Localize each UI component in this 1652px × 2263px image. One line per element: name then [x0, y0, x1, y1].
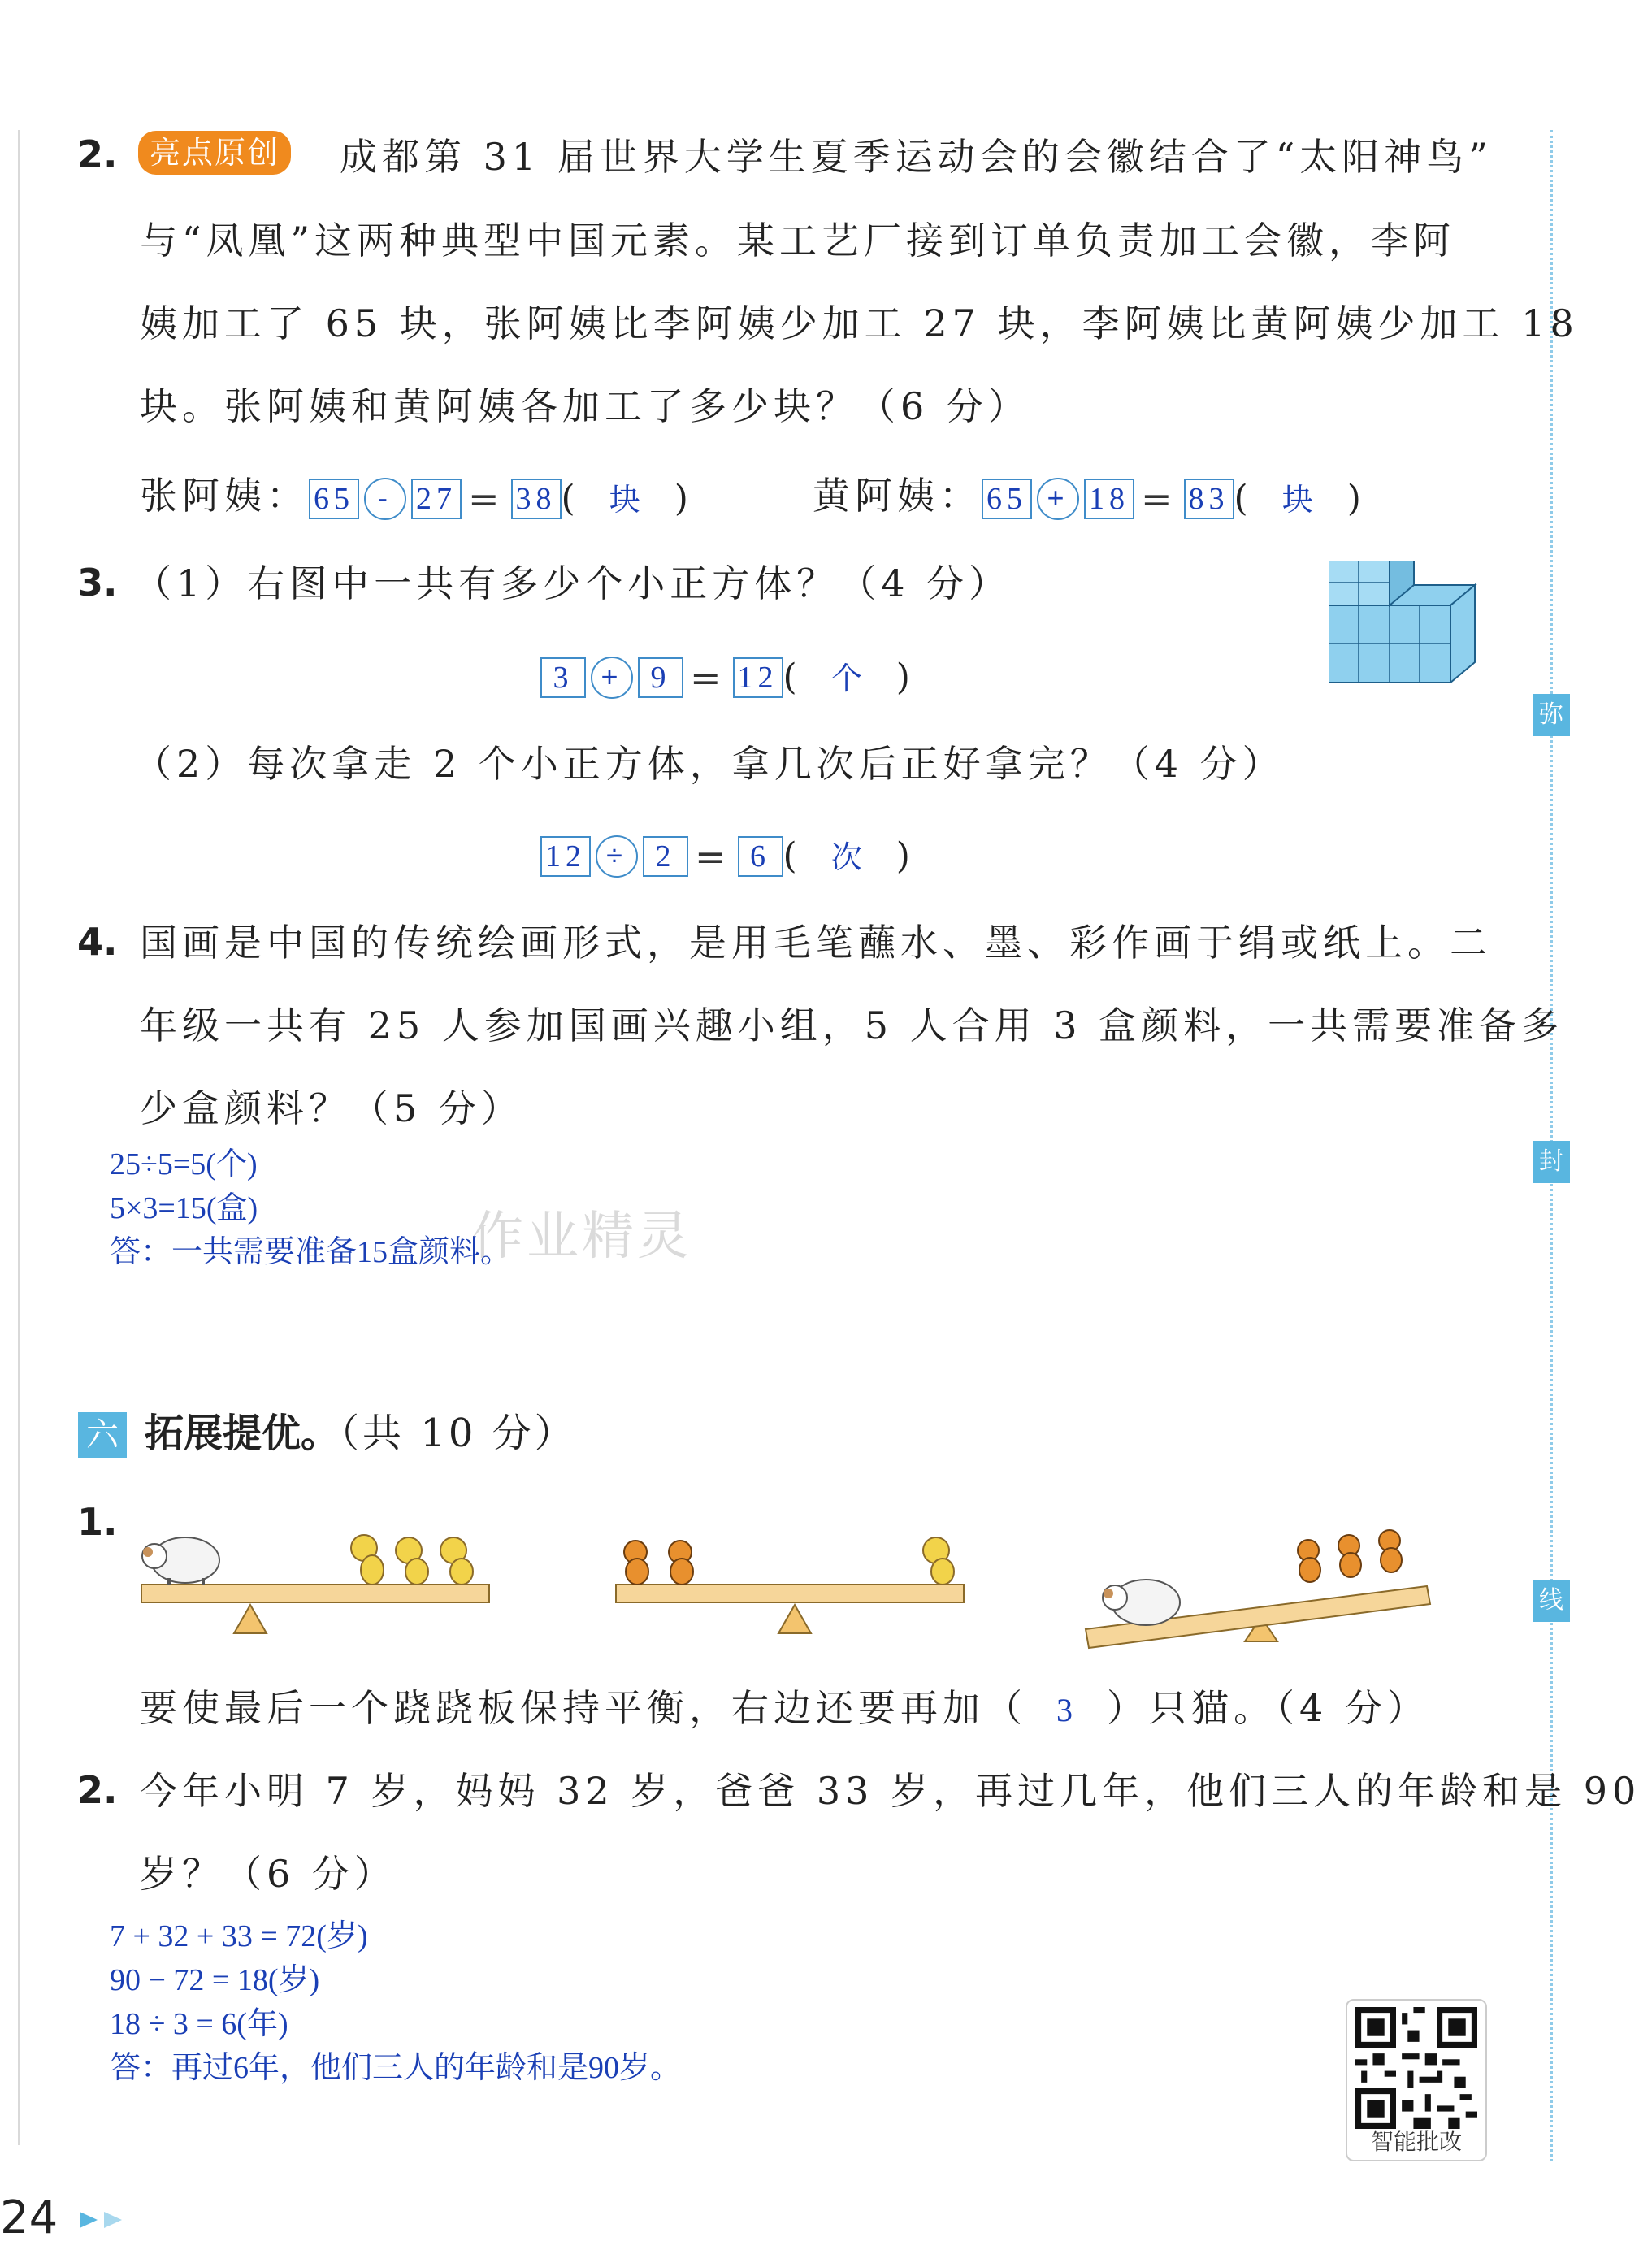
- zhang-op-circle: -: [364, 478, 406, 520]
- q3-eq2-result-box: 6: [738, 836, 783, 877]
- cat-icon: [1298, 1530, 1402, 1582]
- seesaw-3-figure: [1064, 1511, 1438, 1650]
- zhang-a-box: 65: [309, 479, 359, 519]
- q3-part2: （2）每次拿走 2 个小正方体，拿几次后正好拿完？（4 分）: [134, 742, 1285, 786]
- q4-line-3: 少盒颜料？（5 分）: [140, 1086, 523, 1130]
- q2-huang-row: [813, 471, 1366, 524]
- huang-unit: ( 块 ): [1234, 477, 1366, 519]
- s6q1-text-after: ）只猫。（4 分）: [1107, 1686, 1429, 1730]
- q2-badge: [138, 131, 291, 175]
- page-number: 24: [0, 2191, 59, 2244]
- section6-score: （共 10 分）: [340, 1411, 577, 1456]
- qr-code-icon: [1355, 2007, 1477, 2129]
- q4-line-2: 年级一共有 25 人参加国画兴趣小组，5 人合用 3 盒颜料，一共需要准备多: [140, 1004, 1564, 1047]
- sheep-icon: [142, 1537, 219, 1585]
- q2-zhang-row: [140, 471, 693, 524]
- cube-stack-figure: [1329, 561, 1499, 683]
- seesaw-2-figure: [611, 1520, 969, 1641]
- s6q2-answer-1: 7 + 32 + 33 = 72(岁): [110, 1919, 368, 1953]
- s6q2-number: 2.: [77, 1768, 118, 1812]
- watermark: 作业精灵: [471, 1207, 692, 1267]
- section6-badge: 六: [78, 1412, 127, 1458]
- huang-a-box: 65: [982, 479, 1032, 519]
- section6-heading: [145, 1409, 577, 1458]
- q2-number: 2.: [77, 132, 118, 176]
- zhang-unit: ( 块 ): [561, 477, 693, 519]
- zhang-label: 张阿姨：: [140, 474, 309, 518]
- s6q1-text-before: 要使最后一个跷跷板保持平衡，右边还要再加（: [140, 1686, 1027, 1730]
- original-badge: 亮点原创: [138, 131, 291, 175]
- section6-title: 拓展提优。: [145, 1411, 340, 1456]
- q3-eq2-unit: ( 次 ): [783, 835, 915, 877]
- huang-result-box: 83: [1184, 479, 1234, 519]
- q3-number: 3.: [77, 561, 118, 605]
- equals-sign: =: [695, 835, 731, 878]
- left-margin-line: [18, 130, 20, 2145]
- huang-b-box: 18: [1084, 479, 1134, 519]
- s6q2-line-1: 今年小明 7 岁，妈妈 32 岁，爸爸 33 岁，再过几年，他们三人的年龄和是 90: [140, 1769, 1641, 1813]
- huang-op-circle: +: [1037, 478, 1079, 520]
- s6q1-answer: 3: [1056, 1692, 1077, 1728]
- dog-icon: [923, 1537, 954, 1585]
- qr-label: 智能批改: [1370, 2128, 1462, 2155]
- q4-answer-1: 25÷5=5(个): [110, 1147, 258, 1181]
- double-arrow-icon: [78, 2209, 130, 2231]
- q3-eq2-op-circle: ÷: [596, 835, 638, 878]
- side-tab-1: 弥: [1533, 694, 1570, 736]
- equals-sign: =: [1141, 477, 1177, 521]
- cat-icon: [624, 1541, 693, 1585]
- q4-answer-3: 答：一共需要准备15盒颜料。: [110, 1235, 512, 1269]
- q3-eq2-b-box: 2: [643, 836, 688, 877]
- s6q1-text: [140, 1684, 1429, 1735]
- q2-line-2: 与“凤凰”这两种典型中国元素。某工艺厂接到订单负责加工会徽，李阿: [140, 219, 1456, 262]
- q2-line-1: 成都第 31 届世界大学生夏季运动会的会徽结合了“太阳神鸟”: [340, 135, 1493, 179]
- equals-sign: =: [690, 656, 726, 700]
- q3-eq2-a-box: 12: [540, 836, 591, 877]
- q3-eq1-unit: ( 个 ): [783, 656, 915, 698]
- s6q2-answer-2: 90 − 72 = 18(岁): [110, 1963, 320, 1997]
- seesaw-1-figure: [137, 1520, 494, 1641]
- sheep-icon: [1103, 1580, 1180, 1625]
- huang-label: 黄阿姨：: [813, 474, 982, 518]
- q2-line-3: 姨加工了 65 块，张阿姨比李阿姨少加工 27 块，李阿姨比黄阿姨少加工 18: [140, 301, 1579, 345]
- q2-line-4: 块。张阿姨和黄阿姨各加工了多少块？（6 分）: [140, 384, 1030, 428]
- equals-sign: =: [468, 477, 505, 521]
- q3-part1: （1）右图中一共有多少个小正方体？（4 分）: [134, 561, 1012, 605]
- q3-eq1-op-circle: +: [591, 657, 633, 699]
- side-tab-2: 封: [1533, 1141, 1570, 1183]
- s6q1-number: 1.: [77, 1500, 118, 1544]
- q4-number: 4.: [77, 920, 118, 964]
- zhang-result-box: 38: [511, 479, 562, 519]
- zhang-b-box: 27: [411, 479, 462, 519]
- s6q2-line-2: 岁？（6 分）: [140, 1852, 397, 1896]
- q3-eq1-result-box: 12: [733, 657, 783, 698]
- dog-icon: [351, 1535, 473, 1585]
- q3-eq1-a-box: 3: [540, 657, 586, 698]
- qr-code-card[interactable]: [1346, 1999, 1487, 2161]
- s6q2-answer-3: 18 ÷ 3 = 6(年): [110, 2007, 288, 2041]
- s6q2-answer-4: 答：再过6年，他们三人的年龄和是90岁。: [110, 2051, 682, 2085]
- side-tab-3: 线: [1533, 1580, 1570, 1622]
- q4-answer-2: 5×3=15(盒): [110, 1191, 258, 1225]
- q3-eq2-row: [540, 829, 915, 882]
- q4-line-1: 国画是中国的传统绘画形式，是用毛笔蘸水、墨、彩作画于绢或纸上。二: [140, 921, 1492, 965]
- q3-eq1-row: [540, 650, 915, 703]
- q3-eq1-b-box: 9: [638, 657, 683, 698]
